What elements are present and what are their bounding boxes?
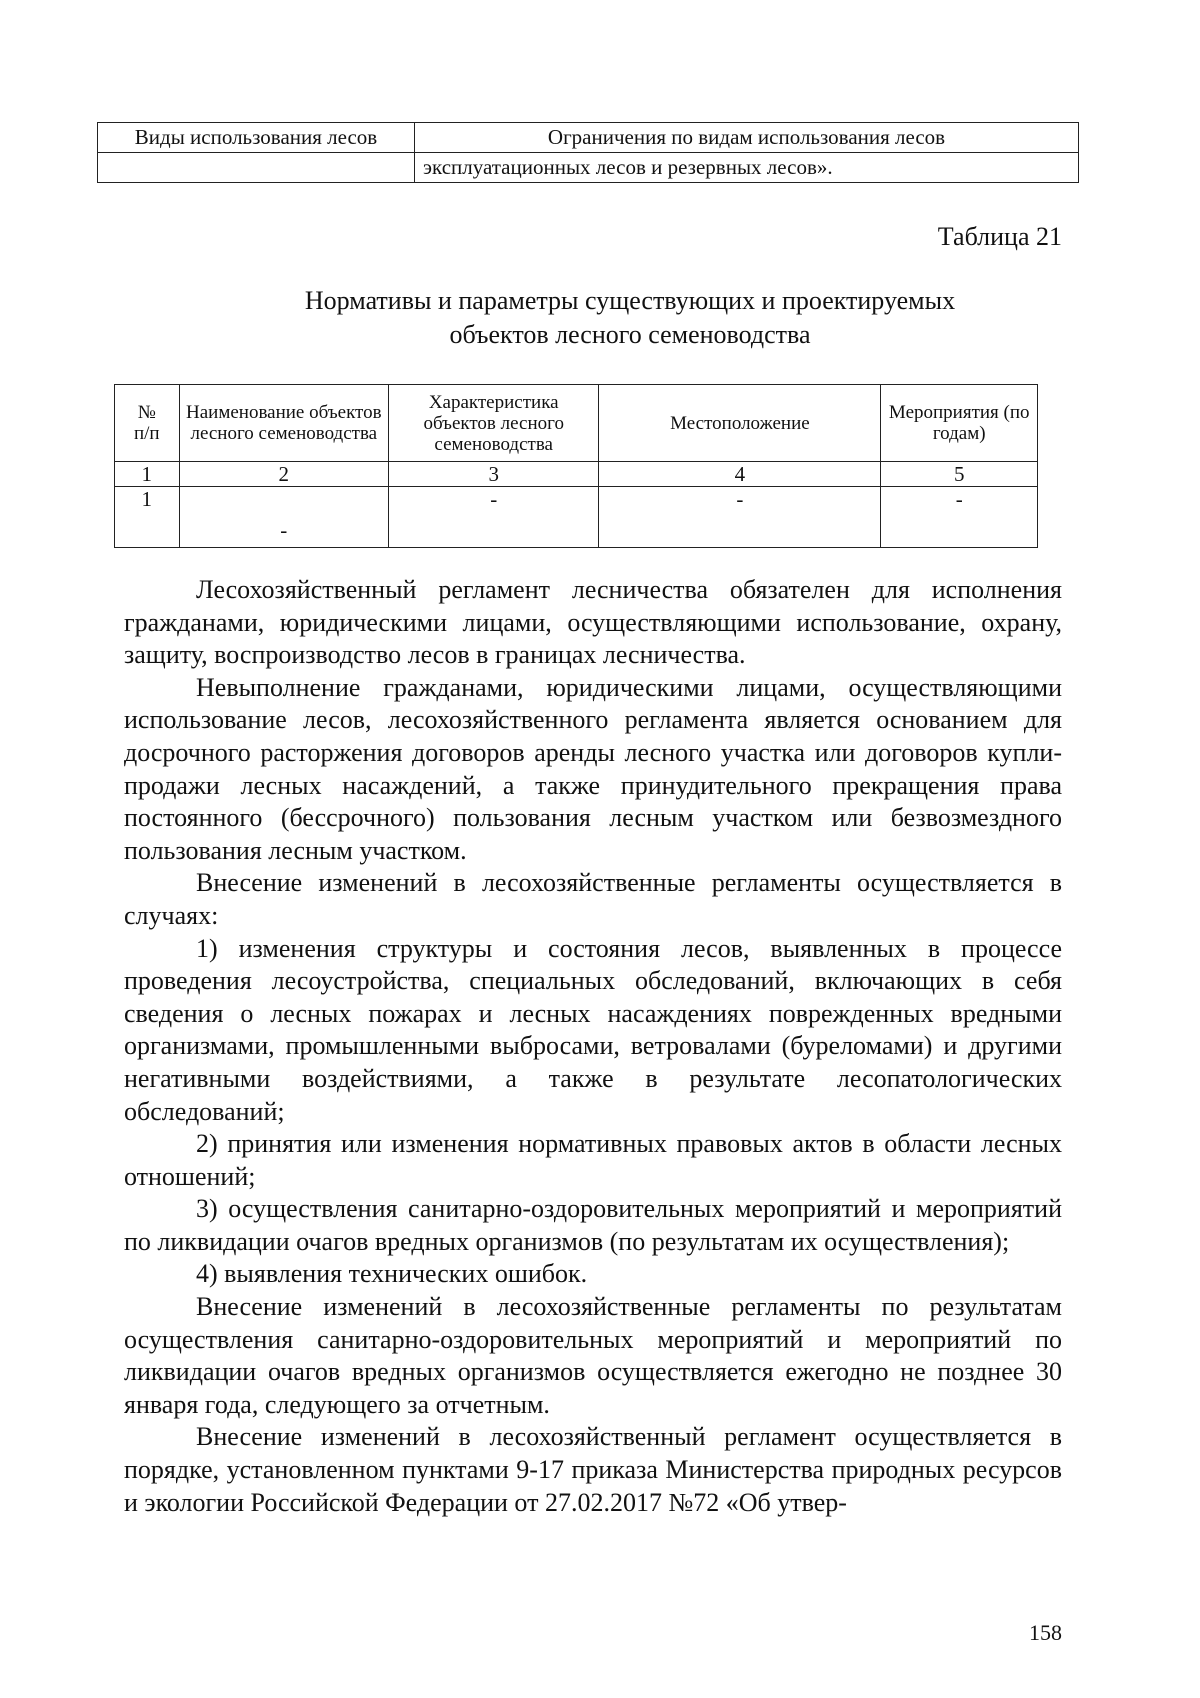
list-item: 4) выявления технических ошибок. (196, 1259, 588, 1289)
column-number: 2 (179, 462, 389, 487)
table-cell: - (389, 487, 599, 548)
column-header-number (115, 385, 180, 462)
list-item: 1) изменения структуры и состояния лесов, выявленных в процессе проведения лесоустройства, специальных обследований, включающих в себя сведения о лесных пожарах и лесных насаждениях поврежденных вредными организмами, промышленными выбросами, ветровалами (буреломами) и другими негативными воздействиями, а также в результате лесопатологических обследований; (124, 933, 1062, 1126)
paragraph: Внесение изменений в лесохозяйственные регламенты по результатам осуществления санитарно-оздоровительных мероприятий и мероприятий по ликвидации очагов вредных организмов осуществляется ежегодно не позднее 30 января года, следующего за отчетным. (124, 1292, 1062, 1419)
column-header-object-name: Наименование объектов лесного семеноводства (179, 385, 389, 462)
paragraph: Невыполнение гражданами, юридическими лицами, осуществляющими использование лесов, лесохозяйственного регламента является основанием для досрочного расторжения договоров аренды лесного участка или договоров купли-продажи лесных насаждений, а также принудительного прекращения права постоянного (бессрочного) пользования лесным участком или безвозмездного пользования лесным участком. (124, 672, 1062, 865)
body-text (124, 574, 1062, 1519)
column-number: 3 (389, 462, 599, 487)
column-number: 1 (115, 462, 180, 487)
table-cell (179, 487, 389, 548)
cell-text: - (280, 518, 288, 542)
column-number: 5 (881, 462, 1038, 487)
column-header-use-types: Виды использования лесов (98, 123, 415, 153)
table-cell: - (599, 487, 881, 548)
page-number: 158 (1029, 1620, 1062, 1645)
table-cell (98, 153, 415, 183)
column-header-location: Местоположение (599, 385, 881, 462)
table-header-row (115, 385, 1038, 462)
table-header-row (98, 123, 1079, 153)
forest-seed-objects-table (114, 384, 1038, 548)
list-item: 3) осуществления санитарно-оздоровительных мероприятий и мероприятий по ликвидации очагов вредных организмов (по результатам их осуществления); (124, 1194, 1062, 1256)
column-header-activities: Мероприятия (по годам) (881, 385, 1038, 462)
land-use-restrictions-table-continuation (97, 122, 1079, 183)
table-cell: - (881, 487, 1038, 548)
table-row (98, 153, 1079, 183)
header-text: № п/п (133, 402, 160, 444)
table-cell: эксплуатационных лесов и резервных лесов». (415, 153, 1079, 183)
column-number: 4 (599, 462, 881, 487)
column-header-characteristics: Характеристика объектов лесного семеноводства (389, 385, 599, 462)
column-header-restrictions: Ограничения по видам использования лесов (415, 123, 1079, 153)
list-item: 2) принятия или изменения нормативных правовых актов в области лесных отношений; (124, 1129, 1062, 1191)
paragraph: Лесохозяйственный регламент лесничества обязателен для исполнения гражданами, юридическими лицами, осуществляющими использование, охрану, защиту, воспроизводство лесов в границах лесничества. (124, 575, 1062, 670)
table-label: Таблица 21 (937, 222, 1062, 251)
column-number-row (115, 462, 1038, 487)
table-title (230, 284, 1030, 352)
table-title-line: Нормативы и параметры существующих и проектируемых (304, 286, 956, 315)
paragraph: Внесение изменений в лесохозяйственный регламент осуществляется в порядке, установленном пунктами 9-17 приказа Министерства природных ресурсов и экологии Российской Федерации от 27.02.2017 №72 «Об утвер- (124, 1422, 1062, 1517)
table-row (115, 487, 1038, 548)
table-cell: 1 (115, 487, 180, 548)
table-title-line: объектов лесного семеноводства (449, 320, 811, 349)
paragraph: Внесение изменений в лесохозяйственные регламенты осуществляется в случаях: (124, 868, 1062, 930)
